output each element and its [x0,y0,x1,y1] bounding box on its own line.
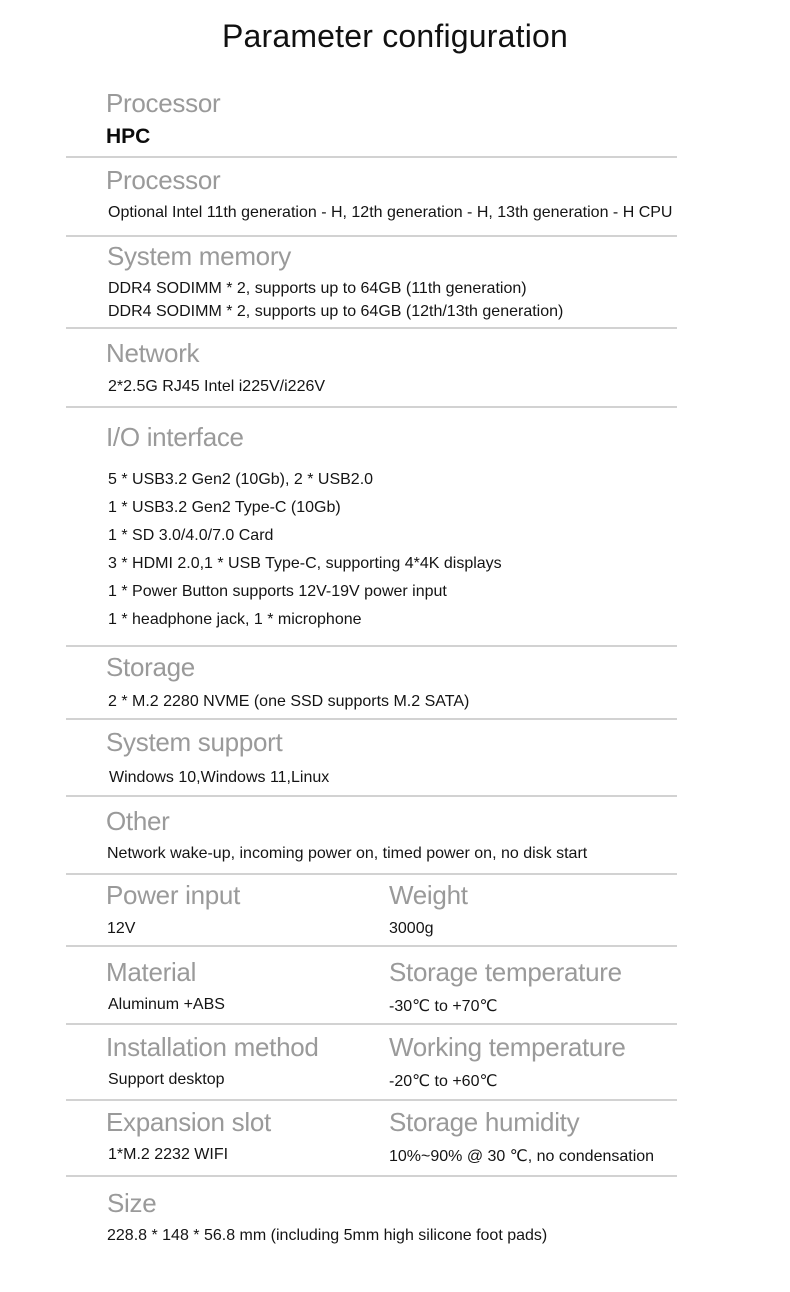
model-label: Processor [106,88,221,118]
storage-temperature-value: -30℃ to +70℃ [389,998,498,1015]
io-value-4: 3 * HDMI 2.0,1 * USB Type-C, supporting 4*4K displays [108,555,502,572]
weight-value: 3000g [389,920,434,937]
processor-label: Processor [106,165,221,195]
storage-label: Storage [106,652,195,682]
page-title: Parameter configuration [221,18,569,54]
storage-value: 2 * M.2 2280 NVME (one SSD supports M.2 SATA) [108,693,470,710]
io-label: I/O interface [106,422,244,452]
io-value-6: 1 * headphone jack, 1 * microphone [108,611,362,628]
power-input-label: Power input [106,880,240,910]
divider [66,718,677,720]
other-value: Network wake-up, incoming power on, timed power on, no disk start [107,845,588,862]
divider [66,406,677,408]
divider [66,873,677,875]
expansion-value: 1*M.2 2232 WIFI [108,1146,229,1163]
working-temperature-label: Working temperature [389,1032,626,1062]
divider [66,327,677,329]
storage-humidity-value: 10%~90% @ 30 ℃, no condensation [389,1148,655,1165]
divider [66,156,677,158]
network-label: Network [106,338,200,368]
size-value: 228.8 * 148 * 56.8 mm (including 5mm high silicone foot pads) [107,1227,548,1244]
divider [66,1023,677,1025]
processor-value: Optional Intel 11th generation - H, 12th generation - H, 13th generation - H CPU [108,204,673,221]
material-value: Aluminum +ABS [108,996,225,1013]
memory-label: System memory [107,241,291,271]
storage-temperature-label: Storage temperature [389,957,622,987]
installation-label: Installation method [106,1032,319,1062]
storage-humidity-label: Storage humidity [389,1107,580,1137]
io-value-2: 1 * USB3.2 Gen2 Type-C (10Gb) [108,499,341,516]
memory-value-1: DDR4 SODIMM * 2, supports up to 64GB (11th generation) [108,280,527,297]
size-label: Size [107,1188,157,1218]
divider [66,645,677,647]
divider [66,795,677,797]
io-value-1: 5 * USB3.2 Gen2 (10Gb), 2 * USB2.0 [108,471,374,488]
divider [66,235,677,237]
model-value: HPC [106,125,151,148]
io-value-5: 1 * Power Button supports 12V-19V power input [108,583,447,600]
io-value-3: 1 * SD 3.0/4.0/7.0 Card [108,527,274,544]
expansion-label: Expansion slot [106,1107,271,1137]
working-temperature-value: -20℃ to +60℃ [389,1073,498,1090]
system-support-label: System support [106,727,283,757]
divider [66,1099,677,1101]
material-label: Material [106,957,197,987]
weight-label: Weight [389,880,468,910]
system-support-value: Windows 10,Windows 11,Linux [109,769,330,786]
power-input-value: 12V [107,920,136,937]
network-value: 2*2.5G RJ45 Intel i225V/i226V [108,378,326,395]
divider [66,945,677,947]
installation-value: Support desktop [108,1071,225,1088]
other-label: Other [106,806,170,836]
divider [66,1175,677,1177]
memory-value-2: DDR4 SODIMM * 2, supports up to 64GB (12th/13th generation) [108,303,564,320]
